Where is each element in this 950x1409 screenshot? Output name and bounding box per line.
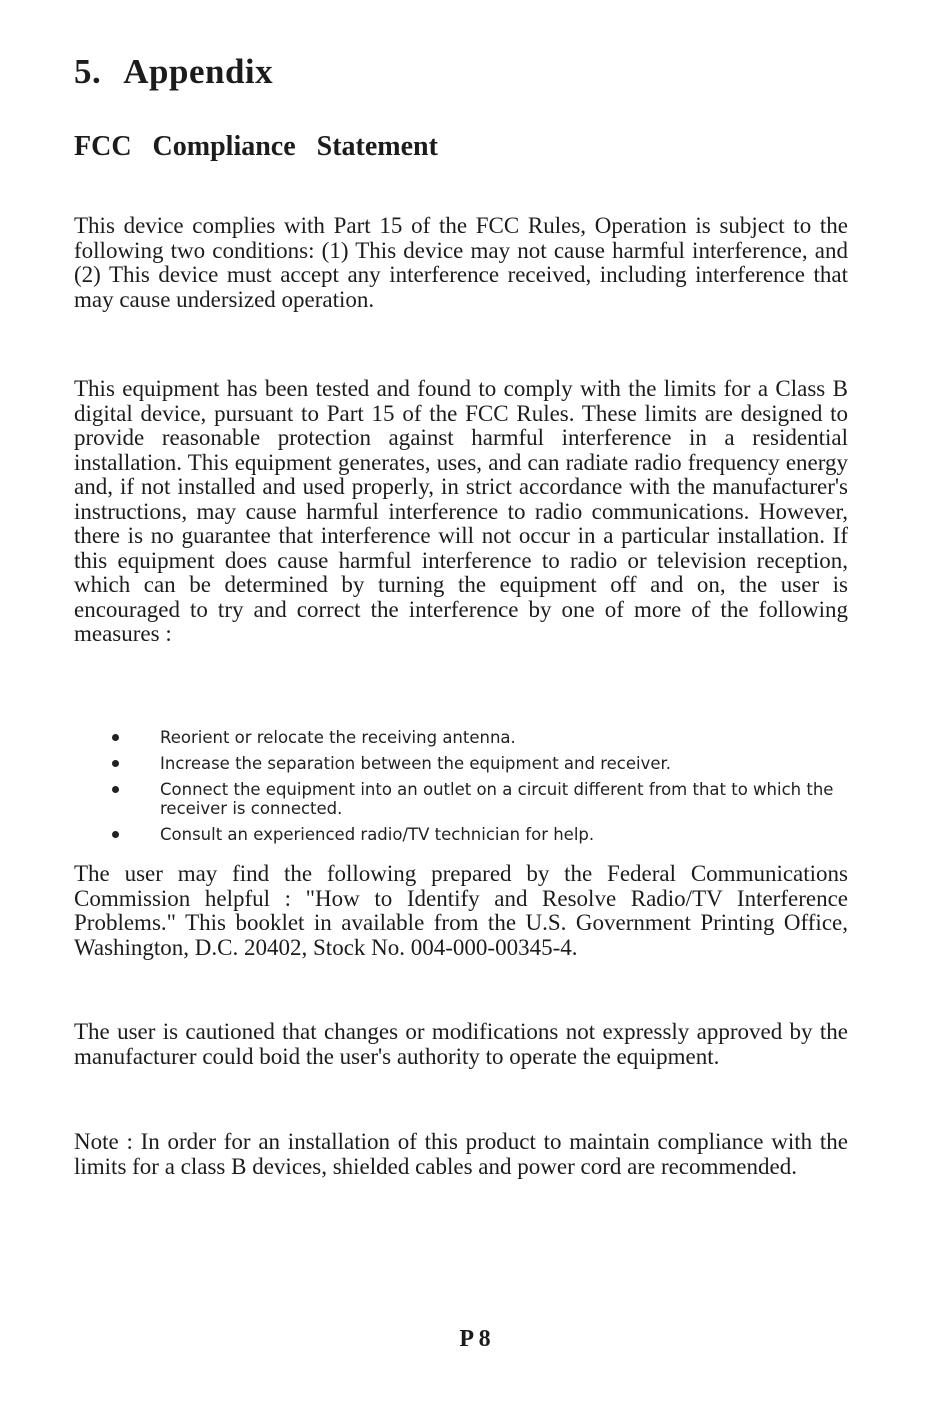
measures-list [110, 728, 850, 851]
section-title: Appendix [123, 52, 274, 91]
measure-text: Reorient or relocate the receiving antenna. [160, 728, 516, 747]
measure-text: Increase the separation between the equipment and receiver. [160, 754, 672, 773]
bullet-icon [112, 786, 119, 793]
bullet-icon [112, 760, 119, 767]
section-heading [74, 52, 273, 92]
class-b-paragraph: This equipment has been tested and found to comply with the limits for a Class B digital device, pursuant to Part 15 of the FCC Rules. These limits are designed to provide reasonable protection against harmful interference in a residential installation. This equipment generates, uses, and can radiate radio frequency energy and, if not installed and used properly, in strict accordance with the manufacturer's instructions, may cause harmful interference to radio communications. However, there is no guarantee that interference will not occur in a particular installation. If this equipment does cause harmful interference to radio or television reception, which can be determined by turning the equipment off and on, the user is encouraged to try and correct the interference by one of more of the following measures : [74, 376, 848, 646]
fcc-heading: FCC Compliance Statement [74, 131, 438, 162]
bullet-icon [112, 831, 119, 838]
measure-text: Connect the equipment into an outlet on a circuit different from that to which the receiver is connected. [160, 780, 834, 818]
booklet-paragraph: The user may find the following prepared by the Federal Communications Commission helpful : "How to Identify and Resolve Radio/TV Interference Problems." This booklet in available from the U.S. Government Printing Office, Washington, D.C. 20402, Stock No. 004-000-00345-4. [74, 861, 848, 960]
compliance-paragraph: This device complies with Part 15 of the FCC Rules, Operation is subject to the following two conditions: (1) This device may not cause harmful interference, and (2) This device must accept any interference received, including interference that may cause undersized operation. [74, 213, 848, 312]
page-number: P 8 [459, 1326, 491, 1352]
list-item [110, 754, 850, 773]
list-item [110, 780, 850, 818]
list-item [110, 825, 850, 844]
note-paragraph: Note : In order for an installation of this product to maintain compliance with the limits for a class B devices, shielded cables and power cord are recommended. [74, 1129, 848, 1179]
bullet-icon [112, 734, 119, 741]
measure-text: Consult an experienced radio/TV technician for help. [160, 825, 595, 844]
caution-paragraph: The user is cautioned that changes or modifications not expressly approved by the manufacturer could boid the user's authority to operate the equipment. [74, 1019, 848, 1069]
section-number: 5. [74, 52, 102, 91]
list-item [110, 728, 850, 747]
